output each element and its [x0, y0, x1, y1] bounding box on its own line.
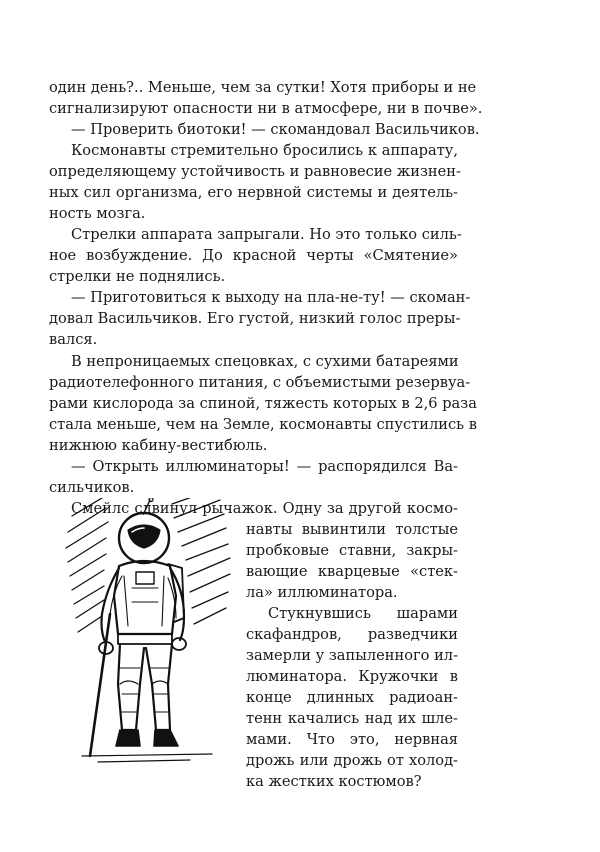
text-line: ность мозга. — [49, 205, 146, 222]
text-line: стрелки не поднялись. — [49, 268, 226, 285]
text-line: нижнюю кабину-вестибюль. — [49, 437, 268, 454]
right-boot — [154, 730, 178, 746]
text-line: сильчиков. — [49, 479, 135, 496]
text-line: один день?.. Меньше, чем за сутки! Хотя приборы и не — [49, 79, 477, 96]
chest-unit — [136, 572, 154, 584]
text-line: Стрелки аппарата запрыгали. Но это только силь- — [71, 226, 462, 243]
probe-rod — [90, 614, 110, 756]
text-line: В непроницаемых спецовках, с сухими батареями — [71, 353, 459, 370]
text-line: радиотелефонного питания, с объемистыми резервуа- — [49, 374, 471, 391]
text-line: вающие кварцевые «стек- — [246, 563, 458, 580]
left-boot — [116, 730, 140, 746]
hatching-background — [66, 498, 230, 632]
text-line: конце длинных радиоан- — [246, 689, 458, 706]
text-line: ное возбуждение. До красной черты «Смятение» — [49, 247, 458, 264]
astronaut-illustration — [62, 498, 242, 768]
text-line: люминатора. Кружочки в — [246, 668, 458, 685]
text-line: вался. — [49, 331, 98, 348]
text-line: Смейлс сдвинул рычажок. Одну за другой космо- — [71, 500, 458, 517]
text-line: — Приготовиться к выходу на пла-не-ту! — скоман- — [71, 289, 471, 306]
text-line: ла» иллюминатора. — [246, 584, 398, 601]
text-line: стала меньше, чем на Земле, космонавты спустились в — [49, 416, 477, 433]
text-line: навты вывинтили толстые — [246, 521, 458, 538]
left-leg — [118, 644, 144, 730]
text-line: — Открыть иллюминаторы! — распорядился Ва- — [71, 458, 458, 475]
text-line: — Проверить биотоки! — скомандовал Васильчиков. — [71, 121, 480, 138]
text-line: сигнализируют опасности ни в атмосфере, ни в почве». — [49, 100, 483, 117]
text-line: Космонавты стремительно бросились к аппарату, — [71, 142, 458, 159]
text-line: тенн качались над их шле- — [246, 710, 458, 727]
text-line: скафандров, разведчики — [246, 626, 458, 643]
belt — [118, 634, 172, 644]
antenna — [144, 500, 150, 513]
text-line: пробковые ставни, закры- — [246, 542, 458, 559]
text-line: ных сил организма, его нервной системы и деятель- — [49, 184, 458, 201]
ground — [82, 754, 212, 762]
text-line: Стукнувшись шарами — [268, 605, 458, 622]
text-line: дрожь или дрожь от холод- — [246, 752, 458, 769]
text-line: определяющему устойчивость и равновесие жизнен- — [49, 163, 461, 180]
text-line: замерли у запыленного ил- — [246, 647, 459, 664]
text-line: рами кислорода за спиной, тяжесть которых в 2,6 раза — [49, 395, 477, 412]
text-line: довал Васильчиков. Его густой, низкий голос преры- — [49, 310, 461, 327]
text-line: мами. Что это, нервная — [246, 731, 458, 748]
right-leg — [146, 644, 172, 730]
text-line: ка жестких костюмов? — [246, 773, 422, 790]
